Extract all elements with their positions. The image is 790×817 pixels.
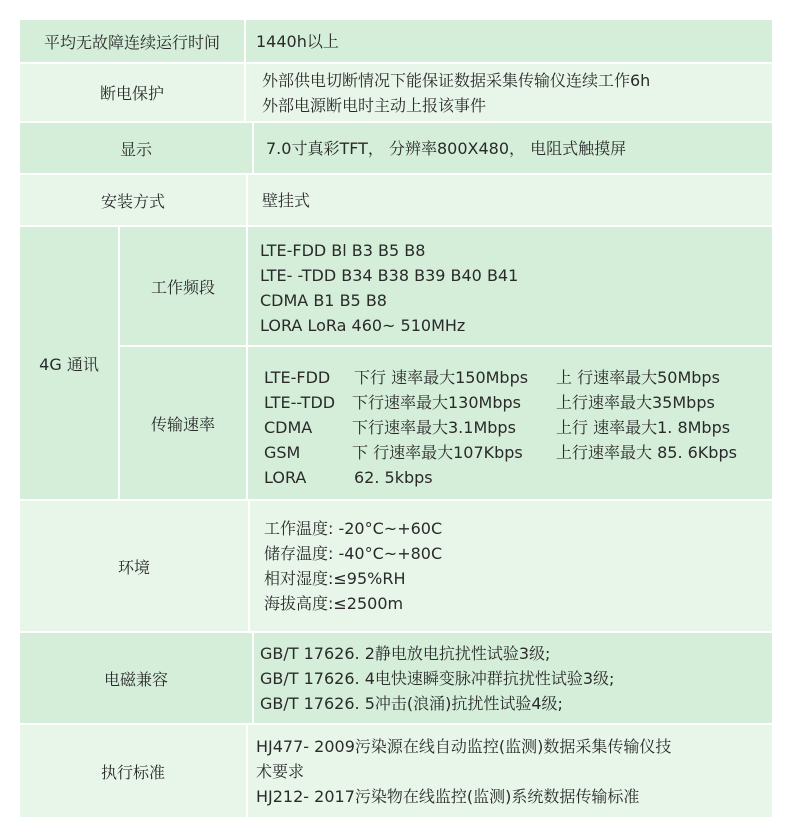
rate-up: 上行速率最大 85. 6Kbps (556, 443, 737, 462)
rate-down: 62. 5kbps (354, 468, 433, 487)
row-display (20, 123, 772, 173)
power-protect-label: 断电保护 (99, 84, 164, 103)
rate-row (264, 365, 737, 390)
rate-down: 下行速率最大3.1Mbps (352, 418, 516, 437)
rate-row (264, 440, 737, 465)
display-value (266, 123, 626, 173)
rate-down: 下行 速率最大150Mbps (354, 368, 529, 387)
standard-line: HJ212- 2017污染物在线监控(监测)系统数据传输标准 (256, 786, 640, 806)
environment-line: 工作温度: -20°C~+60C (264, 519, 443, 538)
standard-value (256, 725, 671, 817)
environment-label: 环境 (117, 557, 150, 577)
rate-name: LTE-FDD (264, 368, 331, 387)
rate-name: LTE--TDD (264, 393, 336, 412)
band-line: CDMA B1 B5 B8 (260, 291, 387, 310)
rate-down: 下 行速率最大107Kbps (352, 443, 523, 462)
environment-value (264, 501, 442, 631)
rate-row (264, 415, 737, 440)
emc-value (260, 633, 614, 723)
emc-line: GB/T 17626. 5冲击(浪涌)抗扰性试验4级; (260, 693, 563, 713)
row-install (20, 175, 772, 225)
row-environment (20, 501, 772, 631)
row-power-protect (20, 64, 772, 121)
emc-line: GB/T 17626. 2静电放电抗扰性试验3级; (260, 643, 551, 663)
power-protect-line: 外部供电切断情况下能保证数据采集传输仪连续工作6h (262, 70, 651, 90)
row-comm (20, 227, 772, 499)
rate-name: GSM (264, 443, 301, 462)
power-protect-value (262, 64, 650, 121)
rate-name: LORA (264, 468, 307, 487)
display-value-text: 7.0寸真彩TFT， 分辨率800X480， 电阻式触摸屏 (266, 138, 627, 158)
band-line: LTE-FDD Bl B3 B5 B8 (260, 241, 426, 260)
rate-table (264, 365, 737, 490)
mtbf-label: 平均无故障连续运行时间 (43, 32, 220, 52)
rate-row (264, 390, 737, 415)
band-line: LORA LoRa 460~ 510MHz (260, 316, 466, 335)
standard-line: 术要求 (256, 761, 305, 781)
install-value (262, 175, 310, 225)
install-value-text: 壁挂式 (262, 190, 311, 210)
rate-up: 上 行速率最大50Mbps (556, 368, 720, 387)
rate-name: CDMA (264, 418, 313, 437)
rate-up: 上行速率最大35Mbps (556, 393, 715, 412)
band-line: LTE- -TDD B34 B38 B39 B40 B41 (260, 266, 519, 285)
comm-label: 4G 通讯 (39, 354, 99, 374)
bands-label: 工作频段 (150, 277, 215, 297)
mtbf-value (256, 20, 339, 62)
environment-line: 储存温度: -40°C~+80C (264, 544, 443, 563)
rate-up: 上行 速率最大1. 8Mbps (556, 418, 731, 437)
row-mtbf (20, 20, 772, 62)
bands-value (260, 229, 518, 347)
emc-line: GB/T 17626. 4电快速瞬变脉冲群抗扰性试验3级; (260, 668, 615, 688)
rate-down: 下行速率最大130Mbps (352, 393, 521, 412)
emc-label: 电磁兼容 (103, 669, 168, 689)
standard-line: HJ477- 2009污染源在线自动监控(监测)数据采集传输仪技 (256, 736, 672, 756)
environment-line: 相对湿度:≤95%RH (264, 569, 406, 588)
environment-line: 海拔高度:≤2500m (264, 594, 404, 613)
row-emc (20, 633, 772, 723)
row-standard (20, 725, 772, 817)
display-label: 显示 (119, 139, 152, 159)
install-label: 安装方式 (100, 191, 165, 211)
mtbf-value-text: 1440h以上 (256, 31, 339, 51)
rate-label: 传输速率 (150, 414, 215, 434)
standard-label: 执行标准 (100, 762, 165, 782)
power-protect-line: 外部电源断电时主动上报该事件 (262, 95, 487, 115)
rate-row (264, 465, 737, 490)
